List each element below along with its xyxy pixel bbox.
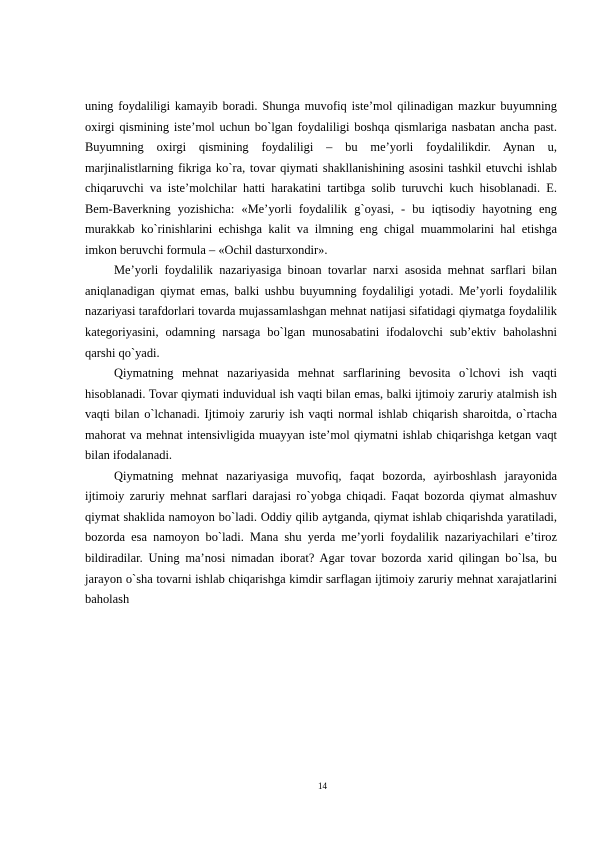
page-number: 14 bbox=[318, 781, 327, 791]
paragraph: Qiymatning mehnat nazariyasida mehnat sarflarining bevosita o`lchovi ish vaqti hisoblanadi. Tovar qiymati induvidual ish vaqti bilan emas, balki ijtimoiy zaruriy atalmish ish vaqti bilan o`lchanadi. Ijtimoiy zaruriy ish vaqti normal ishlab chiqarish sharoitda, o`rtacha mahorat va mehnat intensivligida muayyan iste’mol qiymatni ishlab chiqarishga ketgan vaqt bilan ifodalanadi. bbox=[85, 366, 557, 463]
paragraph-continued: uning foydaliligi kamayib boradi. Shunga muvofiq iste’mol qilinadigan mazkur buyumning oxirgi qismining iste’mol uchun bo`lgan foydaliligi boshqa qismlariga nasbatan ancha past. Buyumning oxirgi qismining foydaliligi – bu me’yorli foydalilikdir. Aynan u, marjinalistlarning fikriga ko`ra, tovar qiymati shakllanishining asosini tashkil etuvchi ishlab chiqaruvchi va iste’molchilar hatti harakatini tartibga solib turuvchi kuch hisoblanadi. E. Bem-Baverkning yozishicha: «Me’yorli foydalilik g`oyasi, - bu iqtisodiy hayotning eng murakkab ko`rinishlarini echishga kalit va ilmning eng chigal muammolarini hal etishga imkon beruvchi formula – «Ochil dasturxondir». bbox=[85, 99, 557, 257]
paragraph: Qiymatning mehnat nazariyasiga muvofiq, faqat bozorda, ayirboshlash jarayonida ijtimoiy zaruriy mehnat sarflari darajasi ro`yobga chiqadi. Faqat bozorda qiymat almashuv qiymat shaklida namoyon bo`ladi. Oddiy qilib aytganda, qiymat ishlab chiqarishda yaratiladi, bozorda esa namoyon bo`ladi. Mana shu yerda me’yorli foydalilik nazariyachilari e’tiroz bildiradilar. Uning ma’nosi nimadan iborat? Agar tovar bozorda xarid qilingan bo`lsa, bu jarayon o`sha tovarni ishlab chiqarishga kimdir sarflagan ijtimoiy zaruriy mehnat xarajatlarini baholash bbox=[85, 468, 557, 607]
paragraph: Me’yorli foydalilik nazariyasiga binoan tovarlar narxi asosida mehnat sarflari bilan aniqlanadigan qiymat emas, balki ushbu buyumning foydaliligi yotadi. Me’yorli foydalilik nazariyasi tarafdorlari tovarda mujassamlashgan mehnat natijasi sifatidagi qiymatga foydalilik kategoriyasini, odamning narsaga bo`lgan munosabatini ifodalovchi sub’ektiv baholashni qarshi qo`yadi. bbox=[85, 263, 557, 360]
body-text bbox=[85, 96, 557, 610]
